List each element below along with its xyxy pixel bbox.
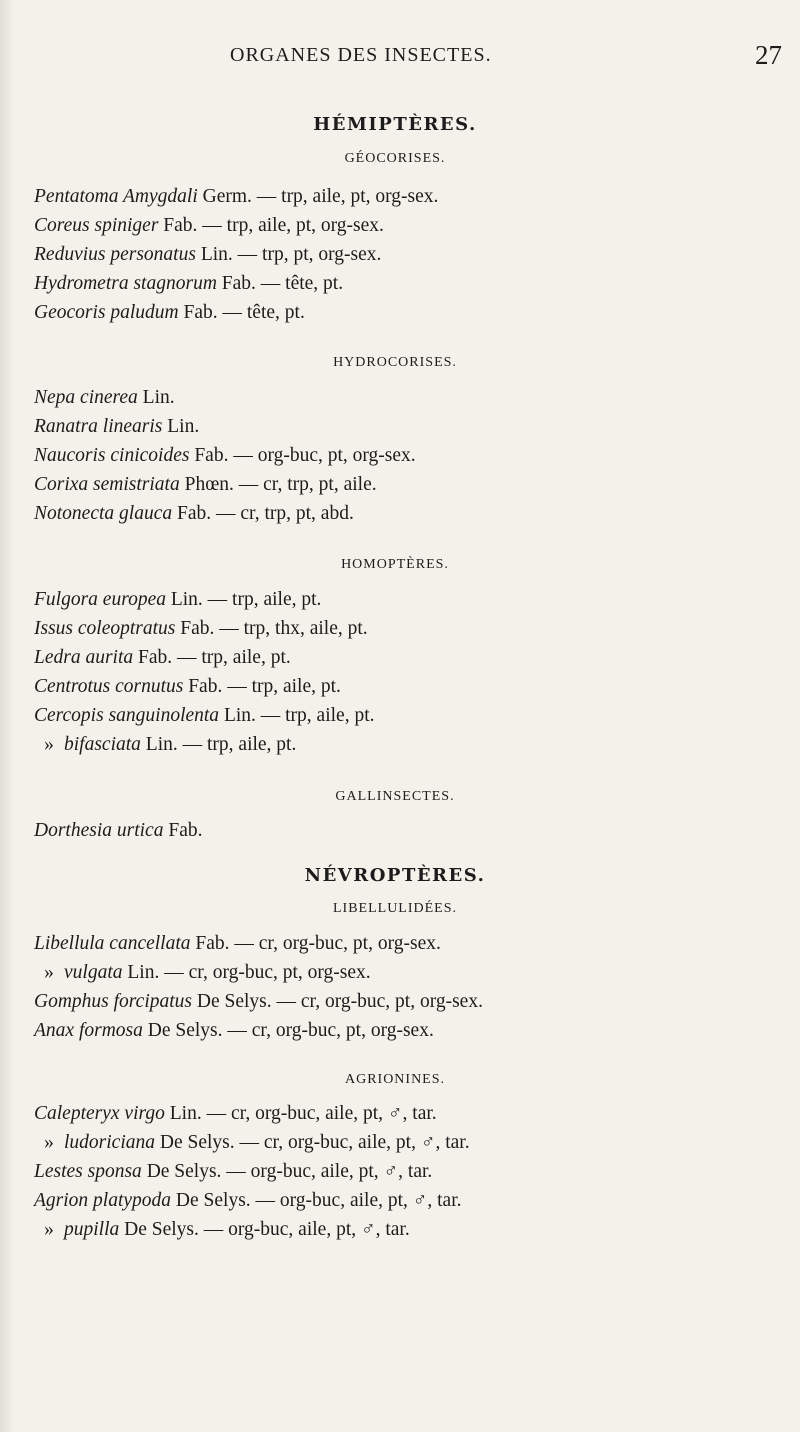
entry-details: Fab. — trp, thx, aile, pt. [175, 618, 368, 639]
species-entry [34, 445, 416, 467]
entry-details: De Selys. — cr, org-buc, pt, org-sex. [142, 1020, 434, 1041]
species-name: Corixa semistriata [34, 474, 180, 495]
section-title-nevropteres: NÉVROPTÈRES. [304, 865, 486, 886]
subsection-title-hydrocorises: HYDROCORISES. [333, 355, 457, 370]
running-title: ORGANES DES INSECTES. [230, 44, 492, 66]
entry-details: Germ. — trp, aile, pt, org-sex. [197, 186, 439, 207]
species-name: bifasciata [64, 734, 141, 755]
entry-details: Lin. — trp, aile, pt. [219, 705, 375, 726]
species-entry [34, 1219, 410, 1241]
species-entry [34, 647, 291, 669]
subsection-title-homopteres: HOMOPTÈRES. [341, 557, 449, 572]
species-name: Anax formosa [34, 1020, 143, 1041]
species-entry [34, 1161, 432, 1183]
species-name: Gomphus forcipatus [34, 991, 192, 1012]
subsection-title-geocorises: GÉOCORISES. [344, 151, 446, 166]
species-name: Nepa cinerea [34, 387, 138, 408]
species-name: Ledra aurita [34, 647, 134, 668]
species-name: Dorthesia urtica [34, 820, 164, 841]
entry-details: De Selys. — cr, org-buc, pt, org-sex. [192, 991, 483, 1012]
species-name: vulgata [64, 962, 123, 983]
species-entry [34, 1020, 434, 1042]
running-head [0, 40, 800, 80]
species-entry [34, 215, 384, 237]
species-entry [34, 1103, 437, 1125]
entry-details: Phœn. — cr, trp, pt, aile. [179, 474, 377, 495]
species-name: Notonecta glauca [34, 503, 173, 524]
species-name: Geocoris paludum [34, 302, 179, 323]
species-entry [34, 1190, 462, 1212]
species-name: Agrion platypoda [34, 1190, 172, 1211]
species-name: Cercopis sanguinolenta [34, 705, 220, 726]
species-entry [34, 618, 368, 640]
entry-details: Lin. — trp, aile, pt. [140, 734, 297, 755]
species-name: Naucoris cinicoides [34, 445, 190, 466]
species-entry [34, 474, 377, 496]
species-entry [34, 820, 202, 842]
entry-details: Fab. — org-buc, pt, org-sex. [189, 445, 416, 466]
entry-details: Fab. — tête, pt. [178, 302, 305, 323]
entry-details: Lin. — trp, aile, pt. [165, 589, 322, 610]
entry-details: Lin. — trp, pt, org-sex. [195, 244, 382, 265]
species-entry [34, 1132, 470, 1154]
entry-details: Fab. — trp, aile, pt, org-sex. [158, 215, 384, 236]
species-name: Calepteryx virgo [34, 1103, 165, 1124]
species-entry [34, 991, 483, 1013]
entry-details: Fab. — tête, pt. [216, 273, 344, 294]
entry-details: Fab. — cr, trp, pt, abd. [172, 503, 354, 524]
page-number: 27 [755, 40, 782, 70]
entry-details: Fab. — trp, aile, pt. [133, 647, 291, 668]
entry-details: De Selys. — org-buc, aile, pt, ♂, tar. [141, 1161, 433, 1182]
entry-details: Lin. [162, 416, 200, 437]
subsection-title-gallinsectes: GALLINSECTES. [335, 789, 455, 804]
entry-details: Fab. — cr, org-buc, pt, org-sex. [190, 933, 441, 954]
species-name: ludoriciana [64, 1132, 155, 1153]
species-entry [34, 416, 199, 438]
ditto-mark: » [44, 734, 54, 755]
species-entry [34, 244, 381, 266]
species-entry [34, 589, 321, 611]
species-name: Lestes sponsa [34, 1161, 142, 1182]
entry-details: Lin. [137, 387, 175, 408]
species-name: Hydrometra stagnorum [34, 273, 217, 294]
species-name: Fulgora europea [34, 589, 166, 610]
entry-details: Fab. — trp, aile, pt. [183, 676, 341, 697]
species-entry [34, 503, 354, 525]
ditto-mark: » [44, 962, 54, 983]
species-name: Ranatra linearis [34, 416, 163, 437]
species-name: Reduvius personatus [34, 244, 196, 265]
species-name: Coreus spiniger [34, 215, 159, 236]
species-entry [34, 302, 305, 324]
entry-details: De Selys. — cr, org-buc, aile, pt, ♂, tar. [155, 1132, 470, 1153]
subsection-title-agrionines: AGRIONINES. [344, 1072, 446, 1087]
entry-details: Lin. — cr, org-buc, aile, pt, ♂, tar. [164, 1103, 437, 1124]
entry-details: Fab. [163, 820, 203, 841]
ditto-mark: » [44, 1219, 54, 1240]
entry-details: Lin. — cr, org-buc, pt, org-sex. [122, 962, 371, 983]
species-entry [34, 705, 375, 727]
section-title-hemipteres: HÉMIPTÈRES. [313, 114, 477, 135]
species-entry [34, 273, 343, 295]
species-entry [34, 676, 341, 698]
species-name: Issus coleoptratus [34, 618, 176, 639]
species-entry [34, 387, 175, 409]
species-entry [34, 186, 438, 208]
entry-details: De Selys. — org-buc, aile, pt, ♂, tar. [119, 1219, 410, 1240]
species-name: Libellula cancellata [34, 933, 191, 954]
species-name: pupilla [64, 1219, 120, 1240]
species-name: Centrotus cornutus [34, 676, 184, 697]
species-entry [34, 962, 371, 984]
species-name: Pentatoma Amygdali [34, 186, 198, 207]
entry-details: De Selys. — org-buc, aile, pt, ♂, tar. [171, 1190, 462, 1211]
species-entry [34, 933, 441, 955]
subsection-title-libellulidees: LIBELLULIDÉES. [332, 901, 458, 916]
ditto-mark: » [44, 1132, 54, 1153]
binding-shadow [0, 0, 14, 1432]
species-entry [34, 734, 296, 756]
